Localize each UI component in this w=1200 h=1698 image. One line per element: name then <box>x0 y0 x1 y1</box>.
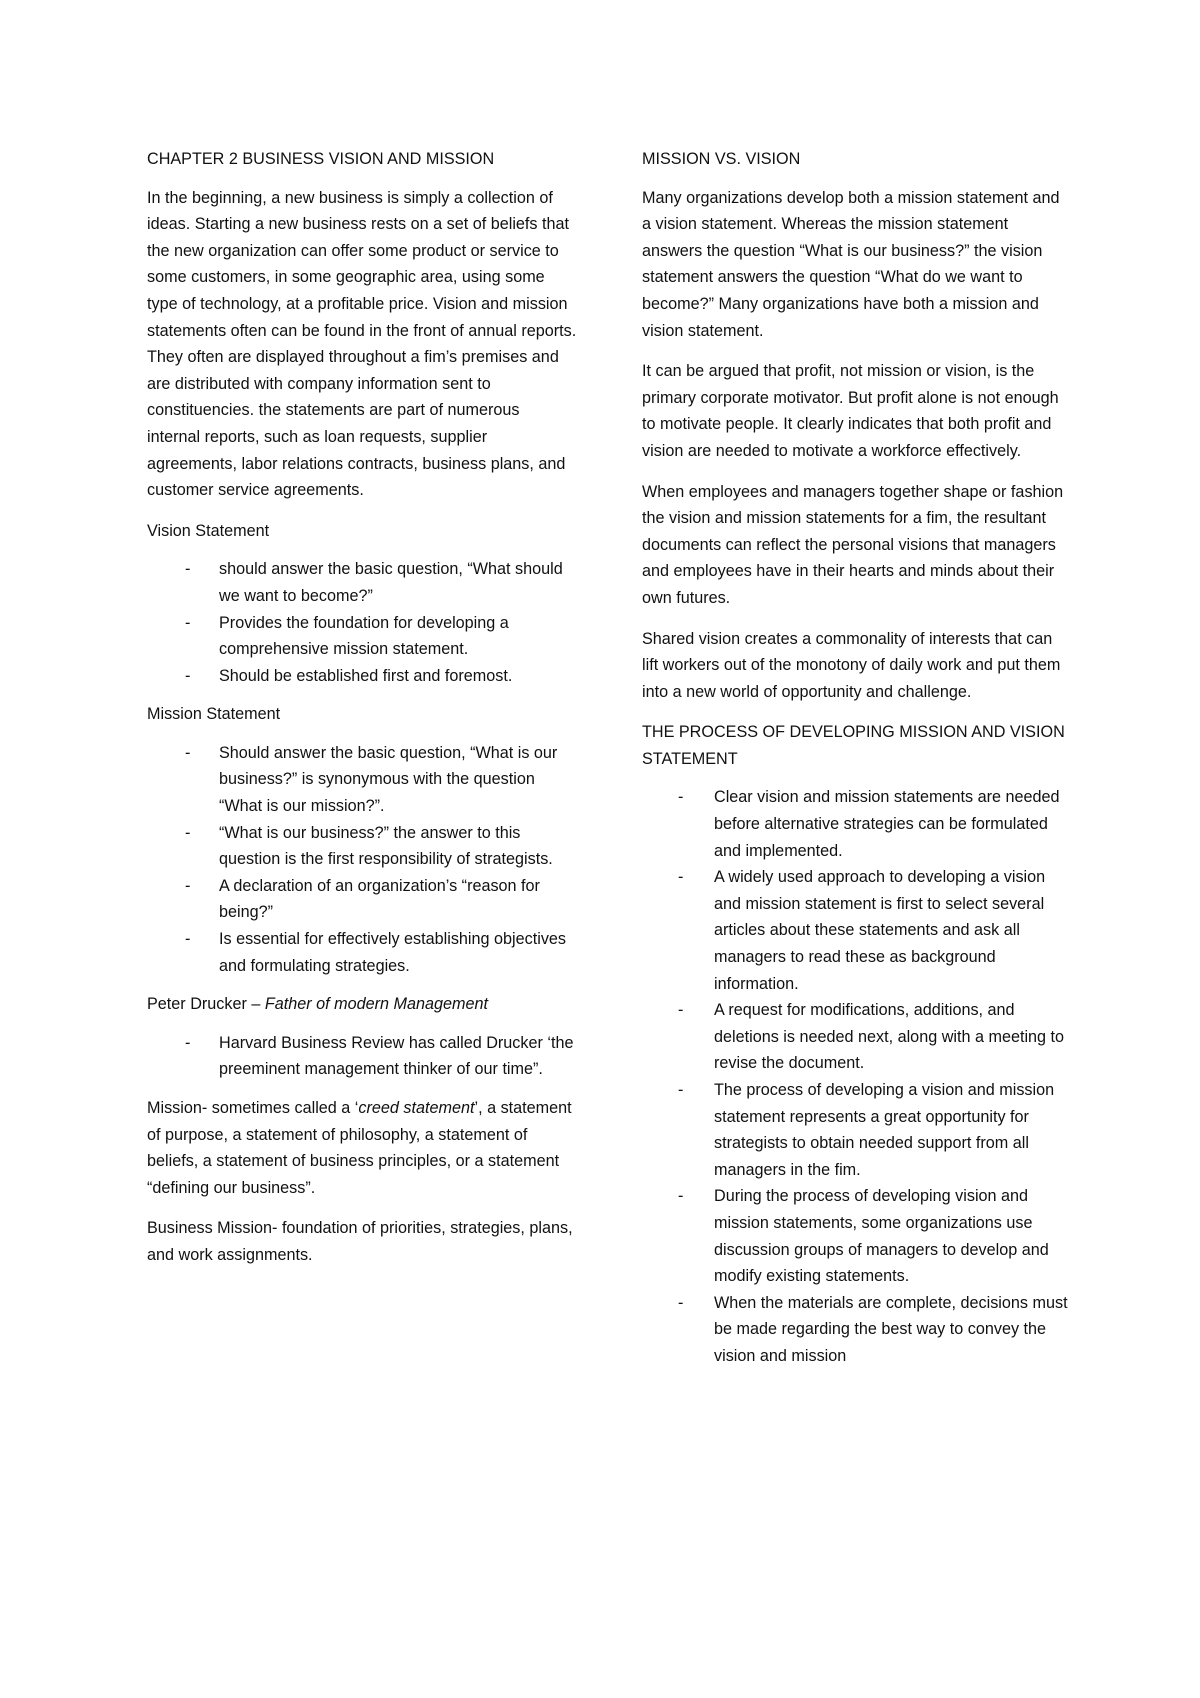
list-item: - A widely used approach to developing a vision and mission statement is first to select several articles about these statements and ask all managers to read these as background information. <box>642 864 1072 997</box>
dash-bullet: - <box>678 1081 684 1099</box>
dash-bullet: - <box>185 1033 191 1052</box>
vision-statement-heading: Vision Statement <box>147 521 270 540</box>
dash-bullet: - <box>185 930 191 949</box>
right-column <box>642 146 1072 1382</box>
list-item: - should answer the basic question, “What should we want to become?” <box>147 556 577 609</box>
list-item: - During the process of developing vision and mission statements, some organizations use discussion groups of managers to develop and modify existing statements. <box>642 1183 1072 1289</box>
paragraph: Many organizations develop both a mission statement and a vision statement. Whereas the mission statement answers the question “What is our business?” the vision statement answers the question “What do we want to become?” Many organizations have both a mission and vision statement. <box>642 188 1060 340</box>
list-item: - The process of developing a vision and mission statement represents a great opportunity for strategists to obtain needed support from all managers in the fim. <box>642 1077 1072 1183</box>
list-item: - When the materials are complete, decisions must be made regarding the best way to convey the vision and mission <box>642 1290 1072 1370</box>
list-item: - A declaration of an organization’s “reason for being?” <box>147 873 577 926</box>
left-column <box>147 146 577 1283</box>
dash-bullet: - <box>185 743 191 762</box>
dash-bullet: - <box>678 1001 684 1020</box>
paragraph: It can be argued that profit, not mission or vision, is the primary corporate motivator. But profit alone is not enough to motivate people. It clearly indicates that both profit and vision are needed to motivate a workforce effectively. <box>642 362 1059 460</box>
list-item: - Should be established first and foremost. <box>147 663 577 690</box>
dash-bullet: - <box>185 613 191 632</box>
mission-statement-list <box>147 740 577 979</box>
mission-vs-vision-title: MISSION VS. VISION <box>642 150 801 168</box>
paragraph: Shared vision creates a commonality of interests that can lift workers out of the monotony of daily work and put them into a new world of opportunity and challenge. <box>642 629 1061 701</box>
drucker-heading: Peter Drucker – Father of modern Management <box>147 995 489 1014</box>
paragraph: When employees and managers together shape or fashion the vision and mission statements for a fim, the resultant documents can reflect the personal visions that managers and employees have in their hearts and minds about their own futures. <box>642 482 1064 607</box>
dash-bullet: - <box>678 1187 684 1206</box>
list-item: - A request for modifications, additions, and deletions is needed next, along with a meeting to revise the document. <box>642 997 1072 1077</box>
dash-bullet: - <box>185 876 191 895</box>
drucker-list <box>147 1030 577 1083</box>
dash-bullet: - <box>185 666 191 685</box>
dash-bullet: - <box>185 823 191 842</box>
process-heading: THE PROCESS OF DEVELOPING MISSION AND VISION STATEMENT <box>642 723 1065 768</box>
business-mission-definition: Business Mission- foundation of priorities, strategies, plans, and work assignments. <box>147 1219 573 1264</box>
dash-bullet: - <box>185 560 191 579</box>
dash-bullet: - <box>678 788 684 807</box>
process-list <box>642 784 1072 1369</box>
intro-paragraph: In the beginning, a new business is simply a collection of ideas. Starting a new business rests on a set of beliefs that the new organization can offer some product or service to some customers, in some geographic area, using some type of technology, at a profitable price. Vision and mission statements often can be found in the front of annual reports. They often are displayed throughout a fim’s premises and are distributed with company information sent to constituencies. the statements are part of numerous internal reports, such as loan requests, supplier agreements, labor relations contracts, business plans, and customer service agreements. <box>147 188 577 500</box>
chapter-title: CHAPTER 2 BUSINESS VISION AND MISSION <box>147 150 495 168</box>
list-item: - Provides the foundation for developing a comprehensive mission statement. <box>147 610 577 663</box>
dash-bullet: - <box>678 868 684 887</box>
mission-definition: Mission- sometimes called a ‘creed statement’, a statement of purpose, a statement of philosophy, a statement of beliefs, a statement of business principles, or a statement “defining our business”. <box>147 1099 572 1197</box>
list-item: - Harvard Business Review has called Drucker ‘the preeminent management thinker of our time”. <box>147 1030 577 1083</box>
list-item: - Clear vision and mission statements are needed before alternative strategies can be formulated and implemented. <box>642 784 1072 864</box>
list-item: - Is essential for effectively establishing objectives and formulating strategies. <box>147 926 577 979</box>
vision-statement-list <box>147 556 577 689</box>
list-item: - Should answer the basic question, “What is our business?” is synonymous with the question “What is our mission?”. <box>147 740 577 820</box>
dash-bullet: - <box>678 1293 684 1312</box>
list-item: - “What is our business?” the answer to this question is the first responsibility of strategists. <box>147 820 577 873</box>
mission-statement-heading: Mission Statement <box>147 705 281 724</box>
